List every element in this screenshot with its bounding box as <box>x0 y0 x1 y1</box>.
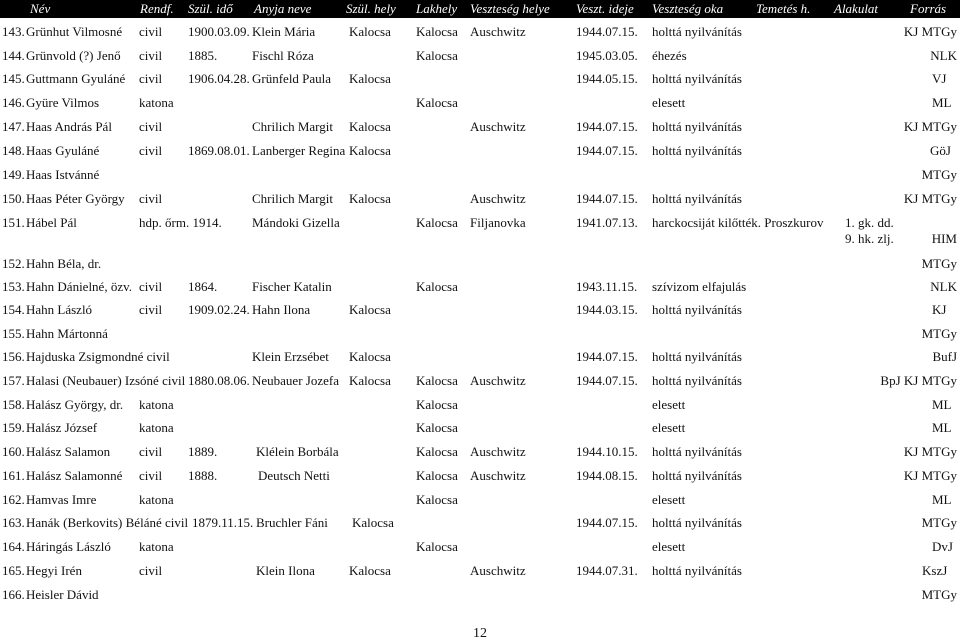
cell-source: KJ MTGy <box>903 24 957 39</box>
header-rank: Rendf. <box>140 1 174 16</box>
cell-source: ML <box>932 492 952 507</box>
cell-rank: katona <box>139 492 174 507</box>
table-row <box>0 397 960 415</box>
cell-loss-date: 1943.11.15. <box>576 279 638 294</box>
cell-name: Halasi (Neubauer) Izsóné civil <box>26 373 186 388</box>
cell-loss-place: Auschwitz <box>470 444 526 459</box>
header-loss-place: Veszteség helye <box>470 1 550 16</box>
cell-source: MTGy <box>921 515 957 530</box>
table-row <box>0 256 960 274</box>
cell-name: Hábel Pál <box>26 215 77 230</box>
cell-loss-place: Auschwitz <box>470 373 526 388</box>
header-unit: Alakulat <box>834 1 879 16</box>
cell-mother: Klein Ilona <box>256 563 315 578</box>
header-loss-date: Veszt. ideje <box>576 1 634 16</box>
cell-birthplace: Kalocsa <box>349 143 391 158</box>
cell-cause: holttá nyilvánítás <box>652 468 742 483</box>
cell-source: MTGy <box>921 256 957 271</box>
cell-birth: 1906.04.28. <box>188 71 250 86</box>
cell-birth: 1869.08.01. <box>188 143 250 158</box>
cell-mother: Grünfeld Paula <box>252 71 332 86</box>
cell-residence: Kalocsa <box>416 373 458 388</box>
cell-birthplace: Kalocsa <box>349 119 391 134</box>
header-mother-name: Anyja neve <box>254 1 312 16</box>
cell-cause: elesett <box>652 492 686 507</box>
table-row <box>0 492 960 510</box>
cell-source: HIM <box>931 231 957 246</box>
cell-rank: civil <box>139 563 163 578</box>
row-number: 146. <box>2 95 25 110</box>
cell-residence: Kalocsa <box>416 215 458 230</box>
cell-cause: elesett <box>652 539 686 554</box>
cell-loss-place: Auschwitz <box>470 119 526 134</box>
cell-name: Haas Péter György <box>26 191 125 206</box>
cell-cause: holttá nyilvánítás <box>652 24 742 39</box>
cell-source: NLK <box>930 279 957 294</box>
cell-cause: éhezés <box>652 48 687 63</box>
cell-unit: 1. gk. dd. <box>845 215 894 230</box>
cell-mother: Klélein Borbála <box>256 444 339 459</box>
cell-source: GöJ <box>930 143 951 158</box>
table-row <box>0 349 960 367</box>
cell-source: BufJ <box>932 349 957 364</box>
cell-residence: Kalocsa <box>416 397 458 412</box>
table-row <box>0 468 960 486</box>
row-number: 153. <box>2 279 25 294</box>
cell-name: Heisler Dávid <box>26 587 99 602</box>
cell-mother: Klein Mária <box>252 24 316 39</box>
cell-loss-place: Filjanovka <box>470 215 526 230</box>
cell-rank: hdp. őrm. 1914. <box>139 215 222 230</box>
cell-residence: Kalocsa <box>416 420 458 435</box>
page-number: 12 <box>473 626 487 641</box>
cell-mother: Lanberger Regina <box>252 143 346 158</box>
cell-loss-date: 1944.07.15. <box>576 24 638 39</box>
cell-mother: Neubauer Jozefa <box>252 373 339 388</box>
row-number: 144. <box>2 48 25 63</box>
cell-cause: holttá nyilvánítás <box>652 143 742 158</box>
cell-birth: 1879.11.15. <box>192 515 254 530</box>
cell-source: ML <box>932 420 952 435</box>
cell-rank: civil <box>139 119 163 134</box>
table-row <box>0 191 960 209</box>
cell-loss-date: 1944.05.15. <box>576 71 638 86</box>
cell-rank: katona <box>139 420 174 435</box>
row-number: 165. <box>2 563 25 578</box>
cell-loss-date: 1944.07.15. <box>576 191 638 206</box>
cell-loss-date: 1944.07.15. <box>576 349 638 364</box>
cell-rank: katona <box>139 397 174 412</box>
cell-name: Háringás László <box>26 539 111 554</box>
cell-name: Halász Salamonné <box>26 468 123 483</box>
table-row <box>0 563 960 581</box>
cell-name: Hanák (Berkovits) Béláné civil <box>26 515 189 530</box>
header-source: Forrás <box>910 1 947 16</box>
cell-name: Gyüre Vilmos <box>26 95 100 110</box>
cell-source: MTGy <box>921 167 957 182</box>
cell-residence: Kalocsa <box>416 468 458 483</box>
cell-cause: elesett <box>652 95 686 110</box>
cell-birth: 1900.03.09. <box>188 24 250 39</box>
table-row <box>0 71 960 89</box>
table-row <box>0 302 960 320</box>
cell-name: Hajduska Zsigmondné civil <box>26 349 170 364</box>
cell-loss-place: Auschwitz <box>470 468 526 483</box>
cell-birthplace: Kalocsa <box>349 373 391 388</box>
cell-name: Grünhut Vilmosné <box>26 24 123 39</box>
cell-rank: civil <box>139 468 163 483</box>
table-row <box>0 279 960 297</box>
row-number: 145. <box>2 71 25 86</box>
cell-source: KJ MTGy <box>903 191 957 206</box>
cell-name: Guttmann Gyuláné <box>26 71 126 86</box>
cell-loss-date: 1944.07.15. <box>576 119 638 134</box>
cell-name: Halász József <box>26 420 98 435</box>
cell-rank: katona <box>139 95 174 110</box>
cell-loss-date: 1944.07.15. <box>576 515 638 530</box>
table-row <box>0 167 960 185</box>
cell-source: NLK <box>930 48 957 63</box>
header-birthplace: Szül. hely <box>346 1 396 16</box>
cell-loss-place: Auschwitz <box>470 191 526 206</box>
cell-loss-date: 1944.07.15. <box>576 373 638 388</box>
cell-mother: Hahn Ilona <box>252 302 311 317</box>
cell-birth: 1909.02.24. <box>188 302 250 317</box>
cell-rank: civil <box>139 444 163 459</box>
cell-source: KszJ <box>922 563 948 578</box>
cell-birth: 1885. <box>188 48 218 63</box>
cell-name: Hahn Béla, dr. <box>26 256 102 271</box>
row-number: 151. <box>2 215 25 230</box>
table-row <box>0 24 960 42</box>
cell-loss-date: 1944.07.31. <box>576 563 638 578</box>
cell-loss-date: 1944.10.15. <box>576 444 638 459</box>
cell-cause: holttá nyilvánítás <box>652 119 742 134</box>
cell-loss-date: 1945.03.05. <box>576 48 638 63</box>
cell-rank: civil <box>139 71 163 86</box>
cell-source: ML <box>932 95 952 110</box>
table-row <box>0 420 960 438</box>
cell-cause: elesett <box>652 397 686 412</box>
header-residence: Lakhely <box>416 1 458 16</box>
cell-birthplace: Kalocsa <box>349 191 391 206</box>
table-row <box>0 539 960 557</box>
row-number: 162. <box>2 492 25 507</box>
cell-birth: 1864. <box>188 279 218 294</box>
cell-residence: Kalocsa <box>416 492 458 507</box>
header-birth-date: Szül. idő <box>188 1 233 16</box>
cell-source: BpJ KJ MTGy <box>880 373 957 388</box>
cell-residence: Kalocsa <box>416 444 458 459</box>
table-row <box>0 119 960 137</box>
cell-birthplace: Kalocsa <box>349 349 391 364</box>
table-row <box>0 143 960 161</box>
cell-loss-date: 1944.03.15. <box>576 302 638 317</box>
row-number: 154. <box>2 302 25 317</box>
cell-birthplace: Kalocsa <box>349 302 391 317</box>
table-row <box>0 95 960 113</box>
cell-cause: holttá nyilvánítás <box>652 191 742 206</box>
row-number: 156. <box>2 349 25 364</box>
cell-residence: Kalocsa <box>416 24 458 39</box>
cell-mother: Deutsch Netti <box>258 468 330 483</box>
cell-name: Haas Gyuláné <box>26 143 100 158</box>
cell-cause: szívizom elfajulás <box>652 279 747 294</box>
table-row <box>0 48 960 66</box>
cell-birthplace: Kalocsa <box>349 71 391 86</box>
cell-source: MTGy <box>921 587 957 602</box>
table-row <box>0 373 960 391</box>
cell-mother: Fischer Katalin <box>252 279 332 294</box>
cell-cause: harckocsiját kilőtték. Proszkurov <box>652 215 824 230</box>
cell-residence: Kalocsa <box>416 539 458 554</box>
cell-source: MTGy <box>921 326 957 341</box>
row-number: 163. <box>2 515 25 530</box>
cell-name: Hahn Mártonná <box>26 326 108 341</box>
cell-loss-place: Auschwitz <box>470 24 526 39</box>
row-number: 157. <box>2 373 25 388</box>
cell-source: VJ <box>932 71 947 86</box>
cell-rank: civil <box>139 143 163 158</box>
cell-residence: Kalocsa <box>416 279 458 294</box>
cell-residence: Kalocsa <box>416 48 458 63</box>
cell-name: Haas Istvánné <box>26 167 100 182</box>
cell-birthplace: Kalocsa <box>352 515 394 530</box>
cell-name: Grünvold (?) Jenő <box>26 48 121 63</box>
cell-mother: Fischl Róza <box>252 48 314 63</box>
cell-source: DvJ <box>932 539 953 554</box>
cell-rank: katona <box>139 539 174 554</box>
cell-cause: holttá nyilvánítás <box>652 373 742 388</box>
header-loss-cause: Veszteség oka <box>652 1 724 16</box>
cell-rank: civil <box>139 191 163 206</box>
row-number: 143. <box>2 24 25 39</box>
cell-cause: elesett <box>652 420 686 435</box>
cell-name: Hamvas Imre <box>26 492 97 507</box>
cell-birth: 1888. <box>188 468 218 483</box>
cell-birthplace: Kalocsa <box>349 24 391 39</box>
table-row <box>0 326 960 344</box>
cell-cause: holttá nyilvánítás <box>652 563 742 578</box>
cell-loss-date: 1941.07.13. <box>576 215 638 230</box>
cell-cause: holttá nyilvánítás <box>652 71 742 86</box>
table-row <box>0 515 960 533</box>
row-number: 148. <box>2 143 25 158</box>
cell-loss-place: Auschwitz <box>470 563 526 578</box>
cell-source: KJ MTGy <box>903 119 957 134</box>
cell-name: Hahn László <box>26 302 93 317</box>
cell-residence: Kalocsa <box>416 95 458 110</box>
cell-rank: civil <box>139 279 163 294</box>
cell-cause: holttá nyilvánítás <box>652 349 742 364</box>
table-row <box>0 444 960 462</box>
cell-loss-date: 1944.08.15. <box>576 468 638 483</box>
cell-rank: civil <box>139 24 163 39</box>
cell-mother: Chrilich Margit <box>252 119 334 134</box>
cell-name: Haas András Pál <box>26 119 112 134</box>
row-number: 149. <box>2 167 25 182</box>
cell-mother: Bruchler Fáni <box>256 515 328 530</box>
cell-unit-line-2: 9. hk. zlj. <box>845 231 894 246</box>
row-number: 159. <box>2 420 25 435</box>
cell-loss-date: 1944.07.15. <box>576 143 638 158</box>
cell-birth: 1880.08.06. <box>188 373 250 388</box>
header-name: Név <box>30 1 51 16</box>
cell-source: KJ <box>932 302 947 317</box>
cell-cause: holttá nyilvánítás <box>652 515 742 530</box>
cell-cause: holttá nyilvánítás <box>652 302 742 317</box>
table-row <box>0 215 960 249</box>
cell-cause: holttá nyilvánítás <box>652 444 742 459</box>
cell-mother: Chrilich Margit <box>252 191 334 206</box>
row-number: 147. <box>2 119 25 134</box>
row-number: 150. <box>2 191 25 206</box>
row-number: 160. <box>2 444 25 459</box>
cell-birth: 1889. <box>188 444 218 459</box>
header-burial: Temetés h. <box>756 1 811 16</box>
cell-source: KJ MTGy <box>903 444 957 459</box>
cell-rank: civil <box>139 48 163 63</box>
cell-rank: civil <box>139 302 163 317</box>
cell-name: Hegyi Irén <box>26 563 82 578</box>
cell-mother: Mándoki Gizella <box>252 215 340 230</box>
row-number: 161. <box>2 468 25 483</box>
cell-mother: Klein Erzsébet <box>252 349 329 364</box>
cell-name: Hahn Dánielné, özv. <box>26 279 133 294</box>
cell-birthplace: Kalocsa <box>349 563 391 578</box>
row-number: 152. <box>2 256 25 271</box>
row-number: 166. <box>2 587 25 602</box>
cell-name: Halász György, dr. <box>26 397 124 412</box>
cell-name: Halász Salamon <box>26 444 111 459</box>
row-number: 158. <box>2 397 25 412</box>
row-number: 164. <box>2 539 25 554</box>
cell-source: ML <box>932 397 952 412</box>
cell-source: KJ MTGy <box>903 468 957 483</box>
row-number: 155. <box>2 326 25 341</box>
table-row <box>0 587 960 605</box>
